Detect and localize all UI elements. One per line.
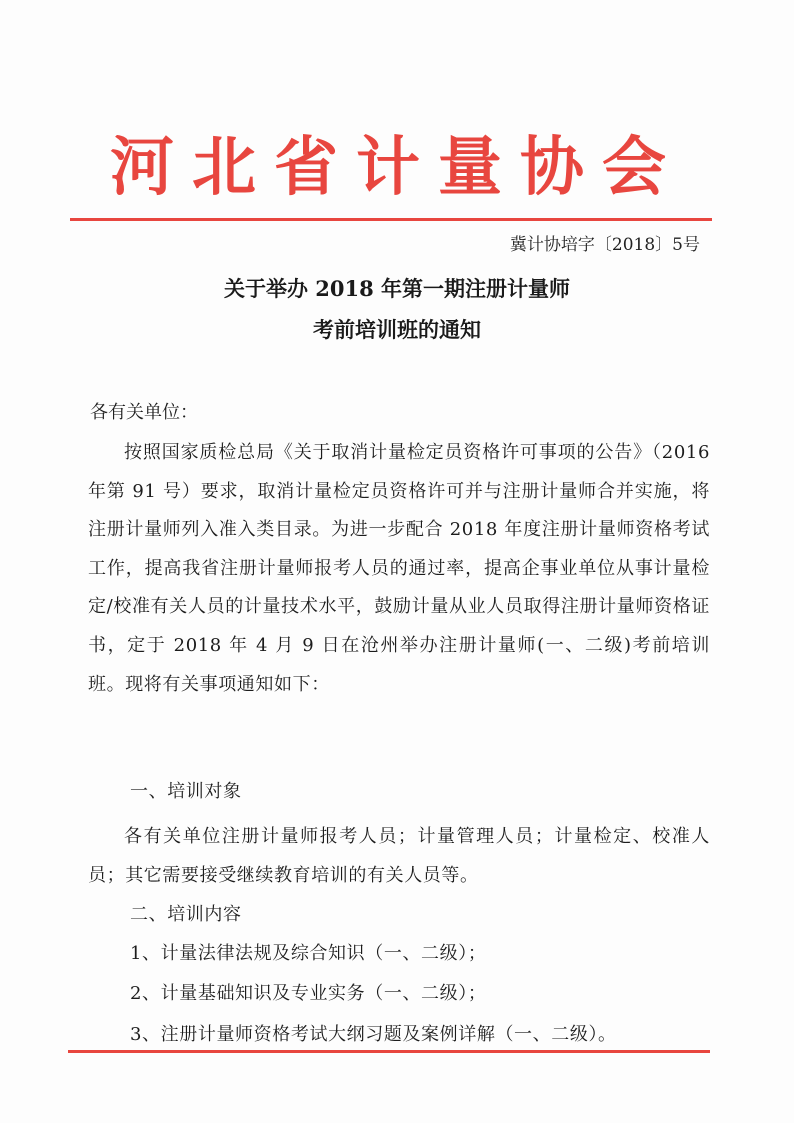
- notice-title-line-2: 考前培训班的通知: [313, 317, 481, 342]
- section-2-item-1: 1、计量法律法规及综合知识（一、二级）；: [130, 943, 487, 964]
- intro-paragraph: 按照国家质检总局《关于取消计量检定员资格许可事项的公告》（2016 年第 91 号）要求，取消计量检定员资格许可并与注册计量师合并实施，将注册计量师列入准入类目录。为进一步配合 2018 年度注册计量师资格考试工作，提高我省注册计量师报考人员的通过率，提高企事业单位从事计量检定/校准有关人员的计量技术水平，鼓励计量从业人员取得注册计量师资格证书，定于 2018 年 4 月 9 日在沧州举办注册计量师(一、二级)考前培训班。现将有关事项通知如下：: [88, 442, 710, 695]
- footer-divider: [68, 1050, 710, 1053]
- section-2-item-2: 2、计量基础知识及专业实务（一、二级）；: [130, 983, 487, 1004]
- letterhead-divider: [70, 218, 712, 221]
- salutation: 各有关单位：: [90, 402, 198, 423]
- section-1-heading: 一、培训对象: [130, 781, 242, 802]
- section-2-item-3: 3、注册计量师资格考试大纲习题及案例详解（一、二级）。: [130, 1024, 617, 1045]
- section-2-heading: 二、培训内容: [130, 904, 242, 925]
- section-1-text: 各有关单位注册计量师报考人员；计量管理人员；计量检定、校准人员；其它需要接受继续教育培训的有关人员等。: [88, 826, 710, 886]
- organization-letterhead: 河北省计量协会: [110, 130, 684, 205]
- notice-title-line-1: 关于举办 2018 年第一期注册计量师: [223, 276, 571, 301]
- document-number: 冀计协培字〔2018〕5号: [509, 235, 700, 255]
